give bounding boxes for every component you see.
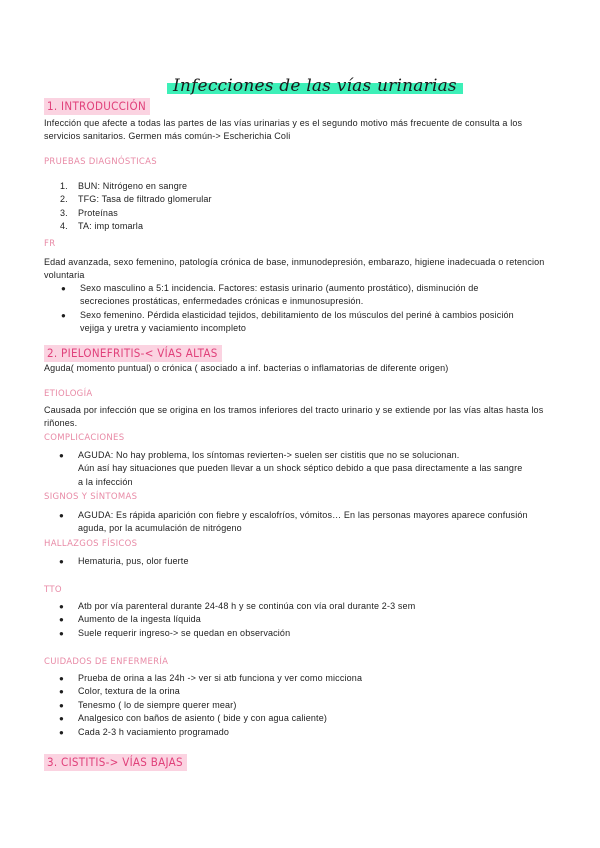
- fr-list: [0, 282, 560, 336]
- list-item: ● Suele requerir ingreso-> se quedan en observación: [59, 627, 291, 638]
- list-item: ● Hematuria, pus, olor fuerte: [59, 556, 189, 566]
- list-item: 4. TA: imp tomarla: [60, 221, 144, 232]
- list-item: ● Tenesmo ( lo de siempre querer mear): [59, 699, 237, 710]
- list-item: 1. BUN: Nitrógeno en sangre: [60, 181, 188, 191]
- list-item: 2. TFG: Tasa de filtrado glomerular: [60, 194, 212, 205]
- list-item: ● Color, textura de la orina: [59, 686, 180, 697]
- list-item: ● Prueba de orina a las 24h -> ver si atb funciona y ver como micciona: [59, 673, 363, 683]
- list-item: ● Aumento de la ingesta líquida: [59, 614, 201, 625]
- subheading-etiologia: ETIOLOGÍA: [44, 389, 93, 399]
- list-item: 3. Proteínas: [60, 207, 118, 218]
- list-item: ● Atb por vía parenteral durante 24-48 h y se continúa con vía oral durante 2-3 sem: [59, 601, 416, 611]
- list-item: ● Sexo femenino. Pérdida elasticidad tejidos, debilitamiento de los músculos del periné à cambios posición vejiga y uretra y vaciamiento incompleto: [61, 309, 514, 334]
- subheading-fr: FR: [44, 239, 56, 249]
- subheading-pruebas: PRUEBAS DIAGNÓSTICAS: [44, 157, 157, 167]
- signos-list: [0, 509, 560, 536]
- list-item: ● AGUDA: Es rápida aparición con fiebre y escalofríos, vómitos… En las personas mayores aparece confusión aguda, por la acumulación de nitrógeno: [59, 510, 528, 534]
- heading-cistitis: 3. CISTITIS-> VÍAS BAJAS: [44, 754, 187, 771]
- heading-pielonefritis: 2. PIELONEFRITIS-< VÍAS ALTAS: [44, 345, 222, 362]
- list-item: ● Cada 2-3 h vaciamiento programado: [59, 726, 230, 737]
- heading-introduccion: 1. INTRODUCCIÓN: [44, 98, 150, 115]
- subheading-tto: TTO: [44, 585, 62, 595]
- tto-list: [0, 600, 560, 640]
- list-item: ● AGUDA: No hay problema, los síntomas revierten-> suelen ser cistitis que no se solucionan.: [59, 450, 460, 460]
- hallazgos-list: [0, 555, 560, 568]
- intro-paragraph: Infección que afecte a todas las partes de las vías urinarias y es el segundo motivo más frecuente de consulta a los servicios sanitarios. Germen más común-> Escherichia Coli: [44, 118, 523, 141]
- subheading-cuidados: CUIDADOS DE ENFERMERÍA: [44, 657, 169, 667]
- cuidados-list: [0, 672, 560, 739]
- list-item-continued: Aún así hay situaciones que pueden llevar a un shock séptico debido a que pasa directamente a las sangre a la infección: [78, 463, 523, 487]
- subheading-signos: SIGNOS Y SÍNTOMAS: [44, 492, 138, 502]
- title-wrap: [167, 76, 463, 96]
- list-item: ● Analgesico con baños de asiento ( bide y con agua caliente): [59, 713, 328, 724]
- fr-paragraph: Edad avanzada, sexo femenino, patología crónica de base, inmunodepresión, embarazo, higiene inadecuada o retencion voluntaria: [44, 257, 545, 280]
- pielo-paragraph: Aguda( momento puntual) o crónica ( asociado a inf. bacterias o inflamatorias de diferente origen): [44, 363, 449, 373]
- subheading-complicaciones: COMPLICACIONES: [44, 433, 125, 443]
- complicaciones-list: [0, 449, 560, 489]
- etiologia-paragraph: Causada por infección que se origina en los tramos inferiores del tracto urinario y se extiende por las vías altas hasta los riñones.: [44, 405, 544, 428]
- document-title: Infecciones de las vías urinarias: [167, 75, 463, 97]
- list-item: ● Sexo masculino a 5:1 incidencia. Factores: estasis urinario (aumento prostático), disminución de secreciones prostáticas, enfermedades crónicas e inmunosupresión.: [61, 283, 479, 307]
- subheading-hallazgos: HALLAZGOS FÍSICOS: [44, 539, 138, 549]
- pruebas-list: [0, 180, 560, 234]
